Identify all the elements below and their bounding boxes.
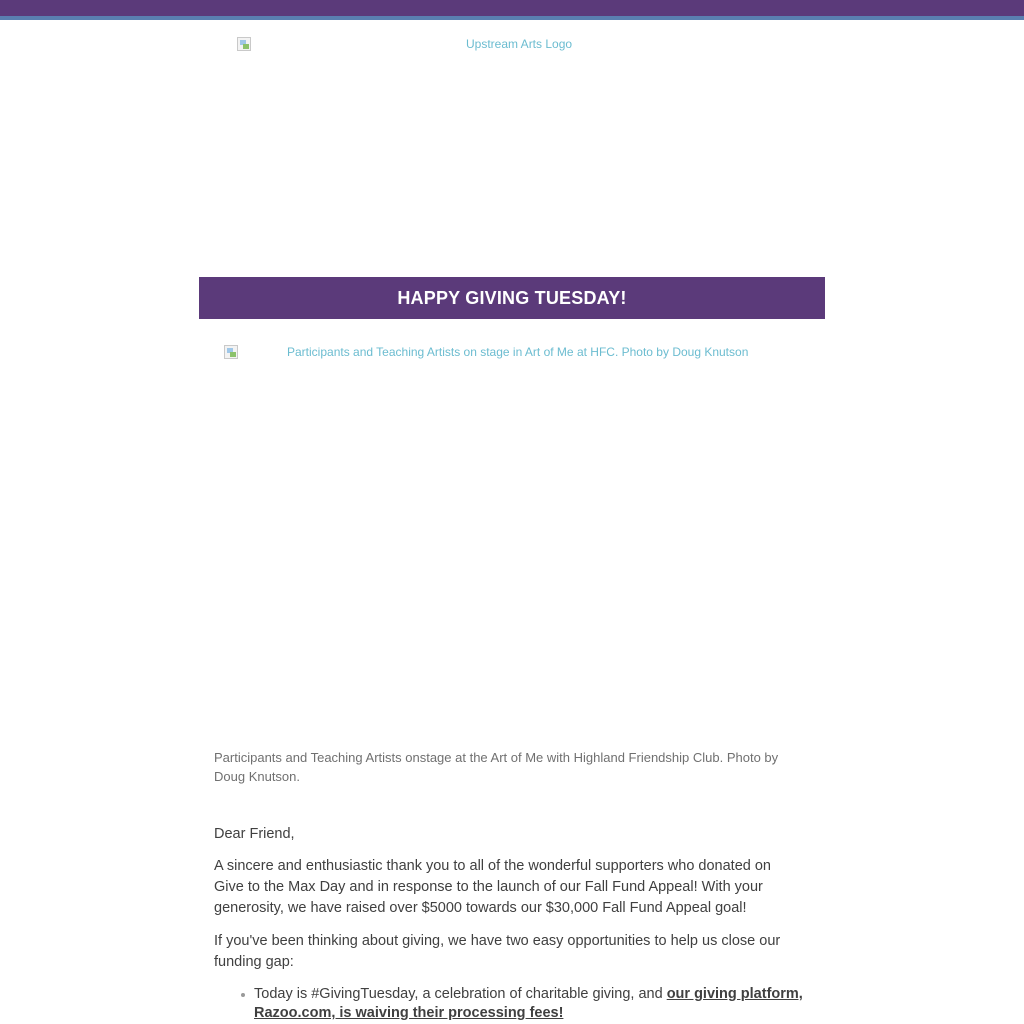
opportunities-list — [214, 985, 804, 1023]
logo-alt-text: Upstream Arts Logo — [466, 37, 573, 51]
list-item — [254, 985, 804, 1023]
paragraph-giving-opportunities: If you've been thinking about giving, we have two easy opportunities to help us close our funding gap: — [214, 933, 781, 970]
paragraph-thank-you: A sincere and enthusiastic thank you to all of the wonderful supporters who donated on Give to the Max Day and in response to the launch of our Fall Fund Appeal! With your generosity, we have raised over $5000 towards our $30,000 Fall Fund Appeal goal! — [214, 858, 771, 916]
header-accent-stripe — [0, 16, 1024, 20]
razoo-link[interactable]: our giving platform, Razoo.com, is waiving their processing fees! — [254, 986, 803, 1021]
header-bar — [0, 0, 1024, 16]
hero-image[interactable] — [224, 345, 800, 730]
bullet-text: Today is #GivingTuesday, a celebration of charitable giving, and — [254, 986, 667, 1002]
broken-image-icon — [237, 37, 251, 51]
logo-image[interactable] — [237, 37, 787, 267]
hero-caption: Participants and Teaching Artists onstage at the Art of Me with Highland Friendship Club. Photo by Doug Knutson. — [214, 750, 779, 784]
banner-title: HAPPY GIVING TUESDAY! — [199, 277, 825, 319]
greeting: Dear Friend, — [214, 826, 295, 842]
broken-image-icon — [224, 345, 238, 359]
hero-alt-text: Participants and Teaching Artists on stage in Art of Me at HFC. Photo by Doug Knutson — [287, 345, 749, 359]
